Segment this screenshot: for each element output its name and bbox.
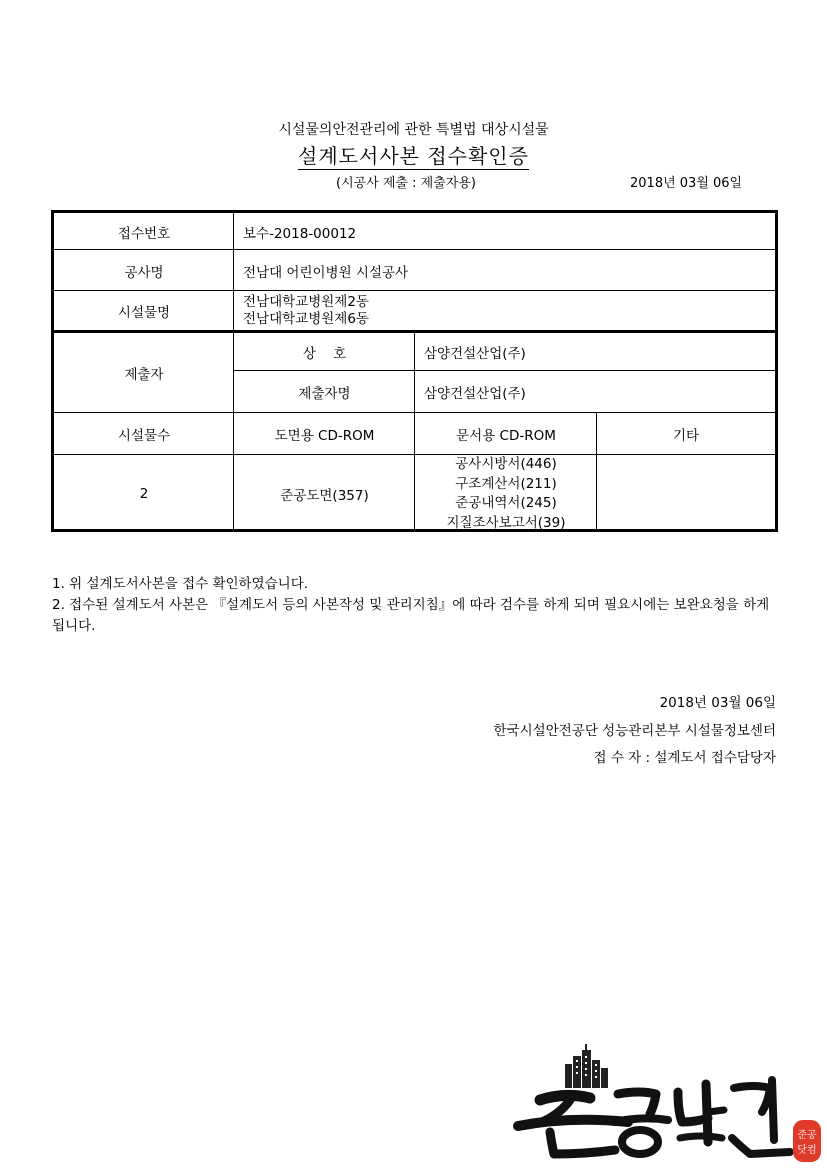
- document-title: 설계도서사본 접수확인증: [298, 144, 529, 168]
- company-logo: [510, 1042, 825, 1167]
- svg-text:준공: 준공: [797, 1130, 817, 1141]
- receipt-no-value: 보수-2018-00012: [243, 225, 357, 242]
- footer-date: 2018년 03월 06일: [659, 695, 776, 711]
- copy-note: (시공사 제출 : 제출자용): [336, 176, 476, 191]
- facility-count-label: 시설물수: [117, 428, 171, 444]
- footer-org: 한국시설안전공단 성능관리본부 시설물정보센터: [493, 723, 776, 739]
- etc-value: [597, 456, 775, 532]
- footer-receiver: 접 수 자 : 설계도서 접수담당자: [593, 750, 776, 766]
- document-cd-item: 준공내역서(245): [455, 495, 557, 511]
- notes: [52, 574, 777, 637]
- note-item: 1. 위 설계도서사본을 접수 확인하였습니다.: [52, 576, 309, 592]
- submitter-name-value: 삼양건설산업(주): [424, 386, 526, 402]
- document-subtitle: 시설물의안전관리에 관한 특별법 대상시설물: [278, 122, 549, 138]
- issue-date: 2018년 03월 06일: [630, 176, 743, 191]
- receipt-no-label: 접수번호: [117, 225, 171, 242]
- submitter-label: 제출자: [124, 367, 164, 383]
- facility-label: 시설물명: [117, 305, 171, 321]
- company-label: 상 호: [302, 345, 347, 362]
- company-value: 삼양건설산업(주): [424, 345, 526, 362]
- document-cd-item: 공사시방서(446): [455, 456, 557, 472]
- note-item: 2. 접수된 설계도서 사본은 『설계도서 등의 사본작성 및 관리지침』에 따라 검수를 하게 되며 필요시에는 보완요청을 하게 됩니다.: [52, 597, 770, 634]
- facility-value: [234, 292, 775, 330]
- facility-line: 전남대학교병원제2동: [243, 294, 369, 310]
- project-label: 공사명: [124, 264, 164, 281]
- project-value: 전남대 어린이병원 시설공사: [243, 264, 409, 281]
- etc-label: 기타: [672, 428, 700, 444]
- receipt-table: [51, 210, 778, 532]
- facility-count-value: 2: [139, 486, 149, 502]
- document-cd-item: 지질조사보고서(39): [446, 514, 566, 531]
- document-cd-value: [415, 456, 597, 532]
- submitter-name-label: 제출자명: [298, 386, 351, 402]
- logo-icon: [510, 1042, 825, 1167]
- facility-line: 전남대학교병원제6동: [243, 311, 369, 327]
- drawing-cd-label: 도면용 CD-ROM: [274, 428, 375, 444]
- document-cd-item: 구조계산서(211): [455, 475, 557, 492]
- drawing-cd-value: 준공도면(357): [280, 488, 369, 504]
- document-cd-label: 문서용 CD-ROM: [456, 428, 556, 444]
- svg-text:닷컴: 닷컴: [797, 1145, 817, 1156]
